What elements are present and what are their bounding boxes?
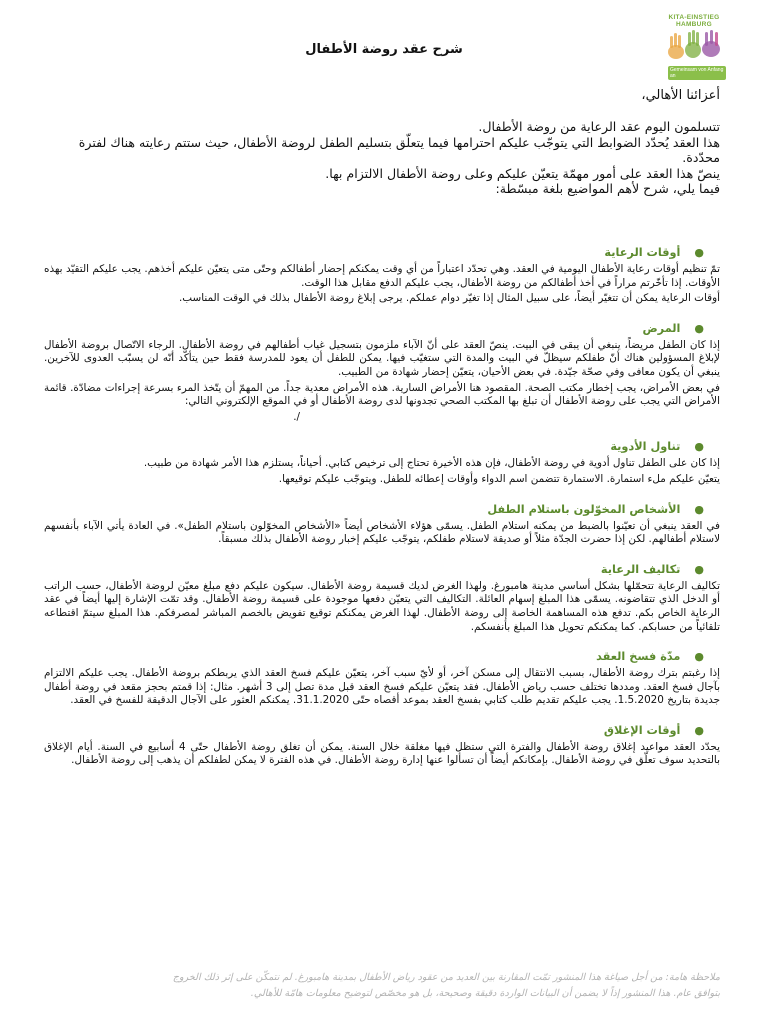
section-paragraph: إذا رغبتم بترك روضة الأطفال، بسبب الانتقال إلى مسكن آخر، أو لأيّ سبب آخر، يتعيّن عليكم فسخ العقد الذي يربطكم بروضة الأطفال. يجب عليكم الالتزام بآجال فسخ العقد. ومددها تختلف حسب رياض الأطفال. فقد يتعيّن عليكم فسخ العقد قبل مدة تصل إلى 3 أشهر. مثال: إذا قمتم بحجز مقعد في روضة أطفال جديدة بتاريخ 1.5.2020. يجب عليكم تقديم طلب كتابي بفسخ العقد بموعد أقصاه حتّى 31.1.2020. يمكنكم العثور على الآجال الدقيقة للفسخ في العقد. [44,667,720,707]
section-illness [44,322,720,425]
bullet-icon: ● [694,502,704,516]
logo-tagline: Gemeinsam von Anfang an [668,66,726,80]
section-heading [44,563,720,576]
logo-name-line2: HAMBURG [675,21,713,28]
bullet-icon: ● [694,321,704,335]
bullet-icon: ● [694,440,704,454]
section-paragraph: إذا كان الطفل مريضاً، ينبغي أن يبقى في البيت. ينصّ العقد على أنّ الآباء ملزمون بتسجيل غياب أطفالهم في روضة الأطفال. الرجاء الاتّصال بروضة الأطفال لإبلاغ المسؤولين هناك أنّ طفلكم سيظلّ في البيت والمدة التي ستغيّب فيها. يمكن للطفل أن يعود للمدرسة فقط حين يتأكّد أنّه لن يسبّب العدوى للآخرين. ينبغي أن يكون معافى وفي صحّة جيّدة. في بعض الأحيان، يتعيّن إحضار شهادة من الطبيب. [44,338,720,378]
bullet-icon: ● [694,246,704,259]
section-heading-text: أوقات الإغلاق [603,723,681,737]
section-heading-text: تناول الأدوية [610,440,681,454]
section-paragraph: تمّ تنظيم أوقات رعاية الأطفال اليومية في العقد. وهي تحدّد اعتباراً من أي وقت يمكنكم إحضار أطفالكم وحتّى متى يتعيّن عليكم أخذهم. يجب عليكم التقيّد بهذه الأوقات. إذا تأخّرتم مراراً في أخذ أطفالكم من روضة الأطفال، يجب عليكم الدفع مقابل هذا الوقت. [44,263,720,289]
intro-paragraph: هذا العقد يُحدّد الضوابط التي يتوجّب عليكم احترامها فيما يتعلّق بتسليم الطفل لروضة الأطفال، حيث ستتم رعايته هناك لفترة محدّدة. [78,134,720,165]
section-closing-times [44,724,720,768]
intro-paragraph: ينصّ هذا العقد على أمور مهمّة يتعيّن عليكم وعلى روضة الأطفال الالتزام بها. [325,165,720,181]
greeting: أعزائنا الأهالي، [641,88,720,103]
footnote [44,970,720,1002]
bullet-icon: ● [694,650,704,664]
intro-paragraph: فيما يلي، شرح لأهم المواضيع بلغة مبسّطة: [495,181,720,196]
section-heading-text: مدّة فسخ العقد [596,650,681,664]
section-heading [44,246,720,259]
website-link[interactable]: /. [293,410,300,423]
section-heading-text: الأشخاص المخوّلون باستلام الطفل [487,502,681,516]
intro-paragraph: تتسلمون اليوم عقد الرعاية من روضة الأطفال. [478,119,720,134]
section-heading [44,322,720,335]
sections-list [44,246,720,784]
section-paragraph: إذا كان على الطفل تناول أدوية في روضة الأطفال، فإن هذه الأخيرة تحتاج إلى ترخيص كتابي. أحياناً، يستلزم هذا الأمر شهادة من طبيب. [143,457,720,470]
intro-block [44,88,720,197]
section-care-times [44,246,720,306]
section-paragraph: تكاليف الرعاية تتحمّلها بشكل أساسي مدينة هامبورغ. ولهذا الغرض لديك قسيمة روضة الأطفال. سيكون عليكم دفع مبلغ معيّن لروضة الأطفال، حسب الراتب أو الدخل الذي تتقاضونه. يسمّى هذا المبلغ إسهام العائلة. التكاليف التي يتعيّن دفعها موجودة على قسيمة روضة الأطفال. وقد تمّت الإشارة إليها أيضاً في عقد الرعاية الخاص بكم. تدفع هذه المساهمة الخاصة إلى روضة الأطفال. لهذا الغرض يمكنكم توقيع تفويض بالخصم المباشر لمصرفكم. هذا المبلغ سيتمّ اقتطاعه تلقائياً من حسابكم. كما يمكنكم تحويل هذا المبلغ بأنفسكم. [44,579,720,633]
section-termination-period [44,650,720,708]
section-heading [44,650,720,663]
bullet-icon: ● [694,562,704,576]
section-paragraph: أوقات الرعاية يمكن أن تتغيّر أيضاً، على سبيل المثال إذا تغيّر دوام عملكم. يرجى إبلاغ روضة الأطفال بذلك في الوقت المناسب. [178,292,720,305]
section-heading [44,724,720,737]
section-paragraph: يحدّد العقد مواعيد إغلاق روضة الأطفال والفترة التي ستظل فيها مغلقة خلال السنة. يمكن أن تغلق روضة الأطفال حتّى 4 أسابيع في السنة. أيام الإغلاق بالتحديد سوف تعلّق في روضة الأطفال. بإمكانكم أيضاً أن تسألوا عنها إدارة روضة الأطفال. في هذه الفترة لا يمكن لطفلكم أن يذهب إلى روضة الأطفال. [44,740,720,767]
section-paragraph: في العقد ينبغي أن تعيّنوا بالضبط من يمكنه استلام الطفل. يسمّى هؤلاء الأشخاص أيضاً «الأشخاص المخوّلون باستلام الطفل». في العادة يأتي الآباء بأنفسهم لاستلام أطفالهم. لكن إذا حضرت الجدّة مثلاً أو صديقة لاستلام طفلكم، يتوجّب عليكم إخبار روضة الأطفال بذلك مسبقاً. [44,519,720,546]
section-care-costs [44,563,720,634]
section-paragraph: في بعض الأمراض، يجب إخطار مكتب الصحة. المقصود هنا الأمراض السارية. هذه الأمراض معدية جداً. من المهمّ أن يتّخذ المرء بسرعة إجراءات مضادّة. قائمة الأمراض التي يجب على روضة الأطفال أن تبلغ بها المكتب الصحي تجدونها لدى روضة الأطفال أو في الموقع الإلكتروني التالي: [44,381,720,408]
logo-name-line1: KITA-EINSTIEG [668,14,720,21]
footnote-line: ملاحظة هامة: من أجل صياغة هذا المنشور تمّت المقارنة بين العديد من عقود رياض الأطفال بمدينة هامبورغ. لم نتمكّن على إثر ذلك الخروج [172,972,720,983]
section-authorized-persons [44,503,720,547]
section-heading-text: أوقات الرعاية [604,246,681,259]
section-heading-text: المرض [642,321,681,335]
section-heading-text: تكاليف الرعاية [600,562,681,576]
section-heading [44,440,720,453]
document-title: شرح عقد روضة الأطفال [305,42,463,57]
footnote-line: بتوافق عام. هذا المنشور إذاً لا يضمن أن البيانات الواردة دقيقة وصحيحة، بل هو مخصّص لتوضيح معلومات هامّة للأهالي. [250,988,720,999]
section-heading [44,503,720,516]
bullet-icon: ● [694,723,704,737]
section-medication [44,440,720,486]
section-paragraph: يتعيّن عليكم ملء استمارة. الاستمارة تتضمن اسم الدواء وأوقات إعطائه للطفل. ويتوجّب عليكم توقيعها. [278,472,720,485]
